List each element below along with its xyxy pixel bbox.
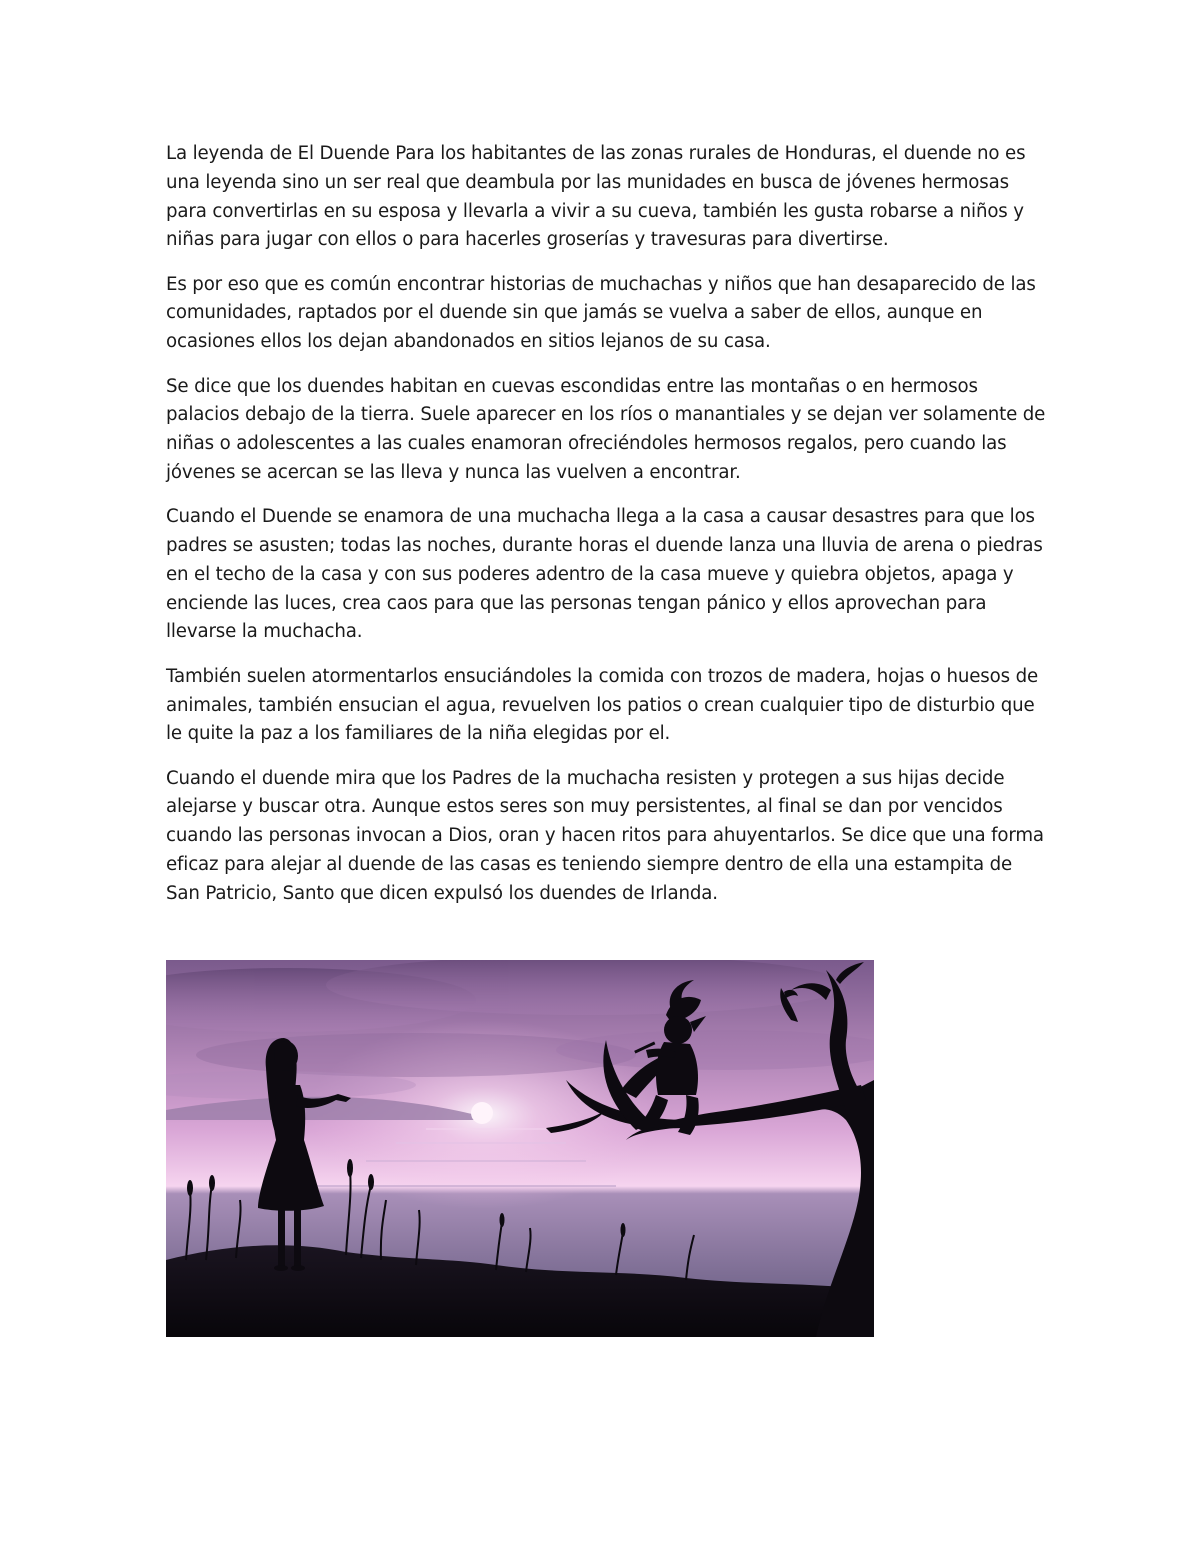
paragraph-6: Cuando el duende mira que los Padres de la muchacha resisten y protegen a sus hijas decide alejarse y buscar otra. Aunque estos seres son muy persistentes, al final se dan por vencidos cuando las personas invocan a Dios, oran y hacen ritos para ahuyentarlos. Se dice que una forma eficaz para alejar al duende de las casas es teniendo siempre dentro de ella una estampita de San Patricio, Santo que dicen expulsó los duendes de Irlanda.: [166, 767, 1044, 904]
paragraph-1: La leyenda de El Duende Para los habitantes de las zonas rurales de Honduras, el duende no es una leyenda sino un ser real que deambula por las munidades en busca de jóvenes hermosas para convertirlas en su esposa y llevarla a vivir a su cueva, también les gusta robarse a niños y niñas para jugar con ellos o para hacerles groserías y travesuras para divertirse.: [166, 143, 1026, 251]
paragraph-2: Es por eso que es común encontrar historias de muchachas y niños que han desaparecido de las comunidades, raptados por el duende sin que jamás se vuelva a saber de ellos, aunque en ocasiones ellos los dejan abandonados en sitios lejanos de su casa.: [166, 273, 1036, 353]
paragraph-4: Cuando el Duende se enamora de una muchacha llega a la casa a causar desastres para que los padres se asusten; todas las noches, durante horas el duende lanza una lluvia de arena o piedras en el techo de la casa y con sus poderes adentro de la casa mueve y quiebra objetos, apaga y enciende las luces, crea caos para que las personas tengan pánico y ellos aprovechan para llevarse la muchacha.: [166, 506, 1043, 643]
paragraph-3: Se dice que los duendes habitan en cuevas escondidas entre las montañas o en hermosos palacios debajo de la tierra. Suele aparecer en los ríos o manantiales y se dejan ver solamente de niñas o adolescentes a las cuales enamoran ofreciéndoles hermosos regalos, pero cuando las jóvenes se acercan se las lleva y nunca las vuelven a encontrar.: [166, 375, 1046, 483]
sun: [471, 1102, 493, 1124]
document-body: [166, 140, 1046, 924]
paragraph-5: También suelen atormentarlos ensuciándoles la comida con trozos de madera, hojas o huesos de animales, también ensucian el agua, revuelven los patios o crean cualquier tipo de disturbio que le quite la paz a los familiares de la niña elegidas por el.: [166, 665, 1039, 745]
duende-illustration: [166, 960, 874, 1337]
